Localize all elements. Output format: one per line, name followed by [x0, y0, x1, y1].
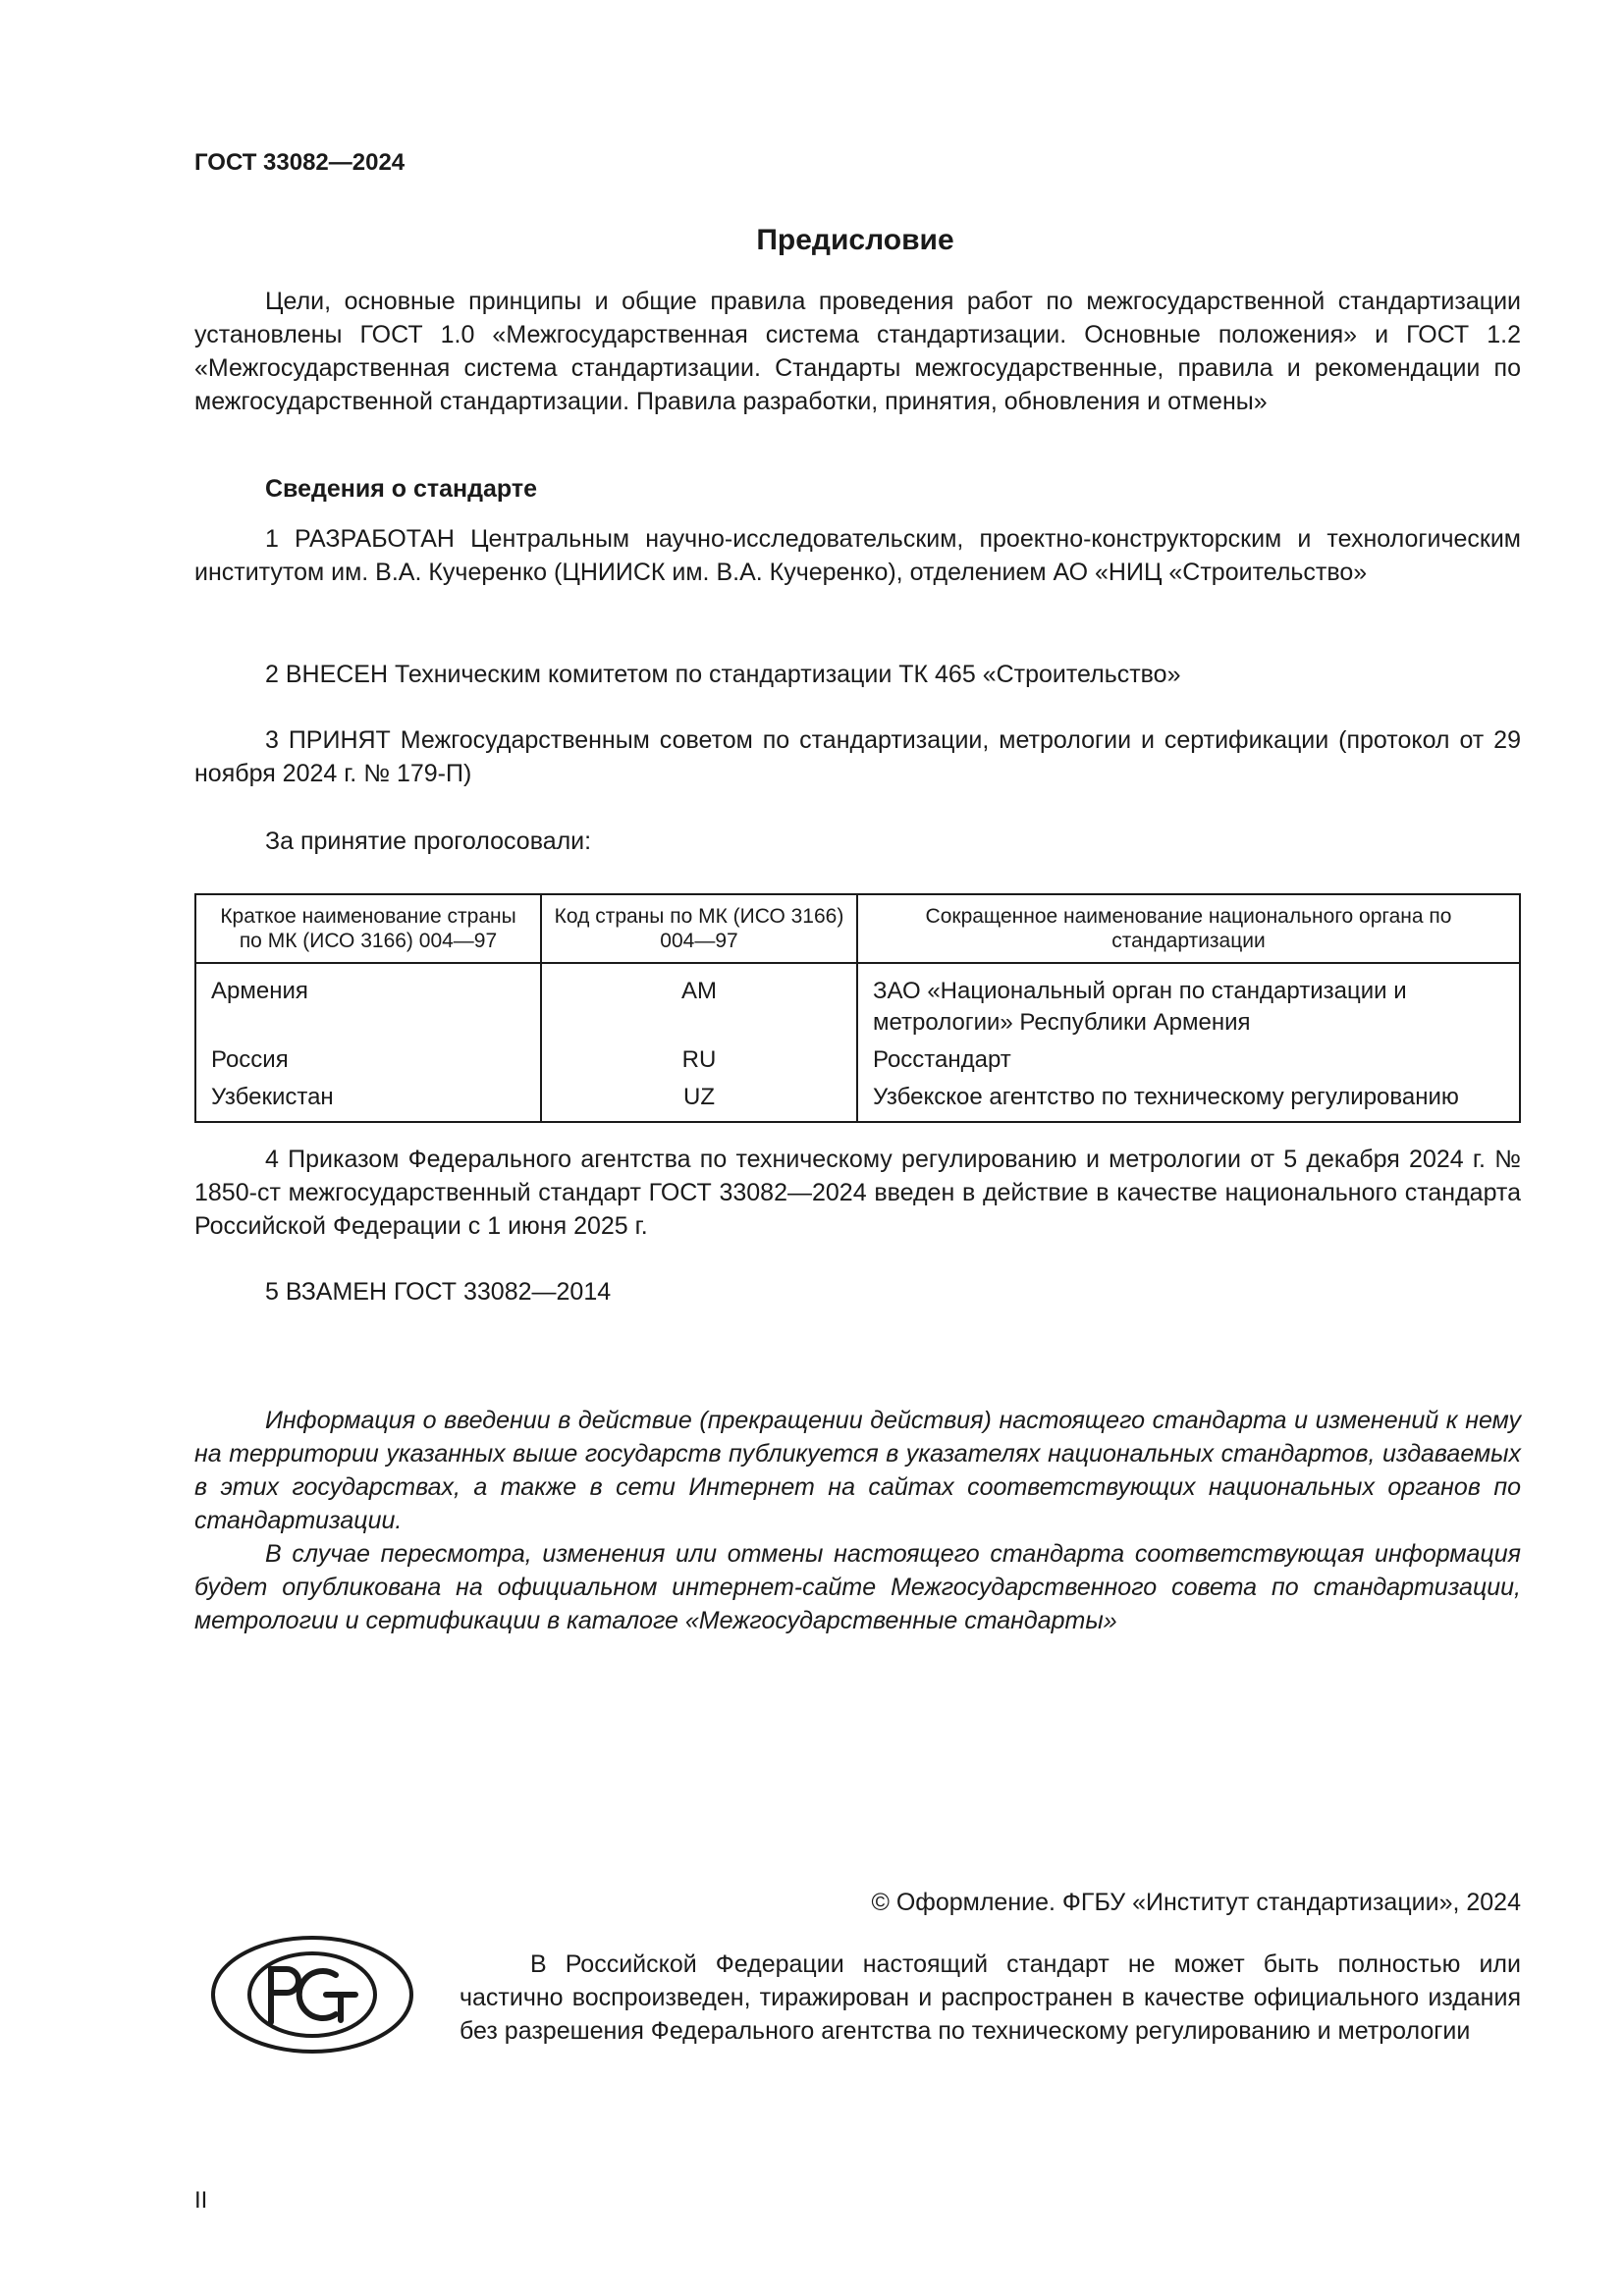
reproduction-notice: В Российской Федерации настоящий стандарт не может быть полностью или частично воспроизведен, тиражирован и распространен в качестве официального издания без разрешения Федерального агентства по техническому регулированию и метрологии	[460, 1950, 1521, 2045]
votes-table	[194, 893, 1521, 1123]
table-row	[195, 1041, 1520, 1079]
cell-national-body: Росстандарт	[857, 1041, 1520, 1079]
rst-certification-logo-icon	[210, 1934, 414, 2056]
cell-code: UZ	[541, 1079, 857, 1122]
cell-country: Россия	[195, 1041, 541, 1079]
item-developed: 1 РАЗРАБОТАН Центральным научно-исследовательским, проектно-конструкторским и технологическим институтом им. В.А. Кучеренко (ЦНИИСК им. В.А. Кучеренко), отделением АО «НИЦ «Строительство»	[194, 525, 1521, 586]
table-row	[195, 963, 1520, 1041]
info-note-paragraph: Информация о введении в действие (прекращении действия) настоящего стандарта и изменений к нему на территории указанных выше государств публикуется в указателях национальных стандартов, издаваемых в этих государствах, а также в сети Интернет на сайтах соответствующих национальных органов по стандартизации.	[194, 1407, 1521, 1534]
header-country: Краткое наименование страны по МК (ИСО 3166) 004—97	[195, 894, 541, 963]
cell-code: RU	[541, 1041, 857, 1079]
item-adopted: 3 ПРИНЯТ Межгосударственным советом по стандартизации, метрологии и сертификации (протокол от 29 ноября 2024 г. № 179-П)	[194, 726, 1521, 787]
table-header-row	[195, 894, 1520, 963]
cell-country: Узбекистан	[195, 1079, 541, 1122]
item-order: 4 Приказом Федерального агентства по техническому регулированию и метрологии от 5 декабря 2024 г. № 1850-ст межгосударственный стандарт ГОСТ 33082—2024 введен в действие в качестве национального стандарта Российской Федерации с 1 июня 2025 г.	[194, 1146, 1521, 1240]
item-introduced: 2 ВНЕСЕН Техническим комитетом по стандартизации ТК 465 «Строительство»	[265, 661, 1181, 688]
header-code: Код страны по МК (ИСО 3166) 004—97	[541, 894, 857, 963]
copyright-line: © Оформление. ФГБУ «Институт стандартизации», 2024	[871, 1889, 1521, 1916]
table-row	[195, 1079, 1520, 1122]
header-national-body: Сокращенное наименование национального органа по стандартизации	[857, 894, 1520, 963]
voted-label: За принятие проголосовали:	[265, 828, 592, 855]
cell-national-body: Узбекское агентство по техническому регулированию	[857, 1079, 1520, 1122]
standard-id-header: ГОСТ 33082—2024	[194, 149, 406, 176]
cell-country: Армения	[195, 963, 541, 1041]
cell-code: AM	[541, 963, 857, 1041]
revision-note-paragraph: В случае пересмотра, изменения или отмены настоящего стандарта соответствующая информация будет опубликована на официальном интернет-сайте Межгосударственного совета по стандартизации, метрологии и сертификации в каталоге «Межгосударственные стандарты»	[194, 1540, 1521, 1634]
intro-paragraph: Цели, основные принципы и общие правила проведения работ по межгосударственной стандартизации установлены ГОСТ 1.0 «Межгосударственная система стандартизации. Основные положения» и ГОСТ 1.2 «Межгосударственная система стандартизации. Стандарты межгосударственные, правила и рекомендации по межгосударственной стандартизации. Правила разработки, принятия, обновления и отмены»	[194, 288, 1521, 415]
page-number: II	[194, 2187, 208, 2214]
page-title: Предисловие	[756, 224, 954, 256]
item-replaces: 5 ВЗАМЕН ГОСТ 33082—2014	[265, 1278, 612, 1306]
cell-national-body: ЗАО «Национальный орган по стандартизации и метрологии» Республики Армения	[857, 963, 1520, 1041]
standard-info-heading: Сведения о стандарте	[265, 475, 538, 503]
